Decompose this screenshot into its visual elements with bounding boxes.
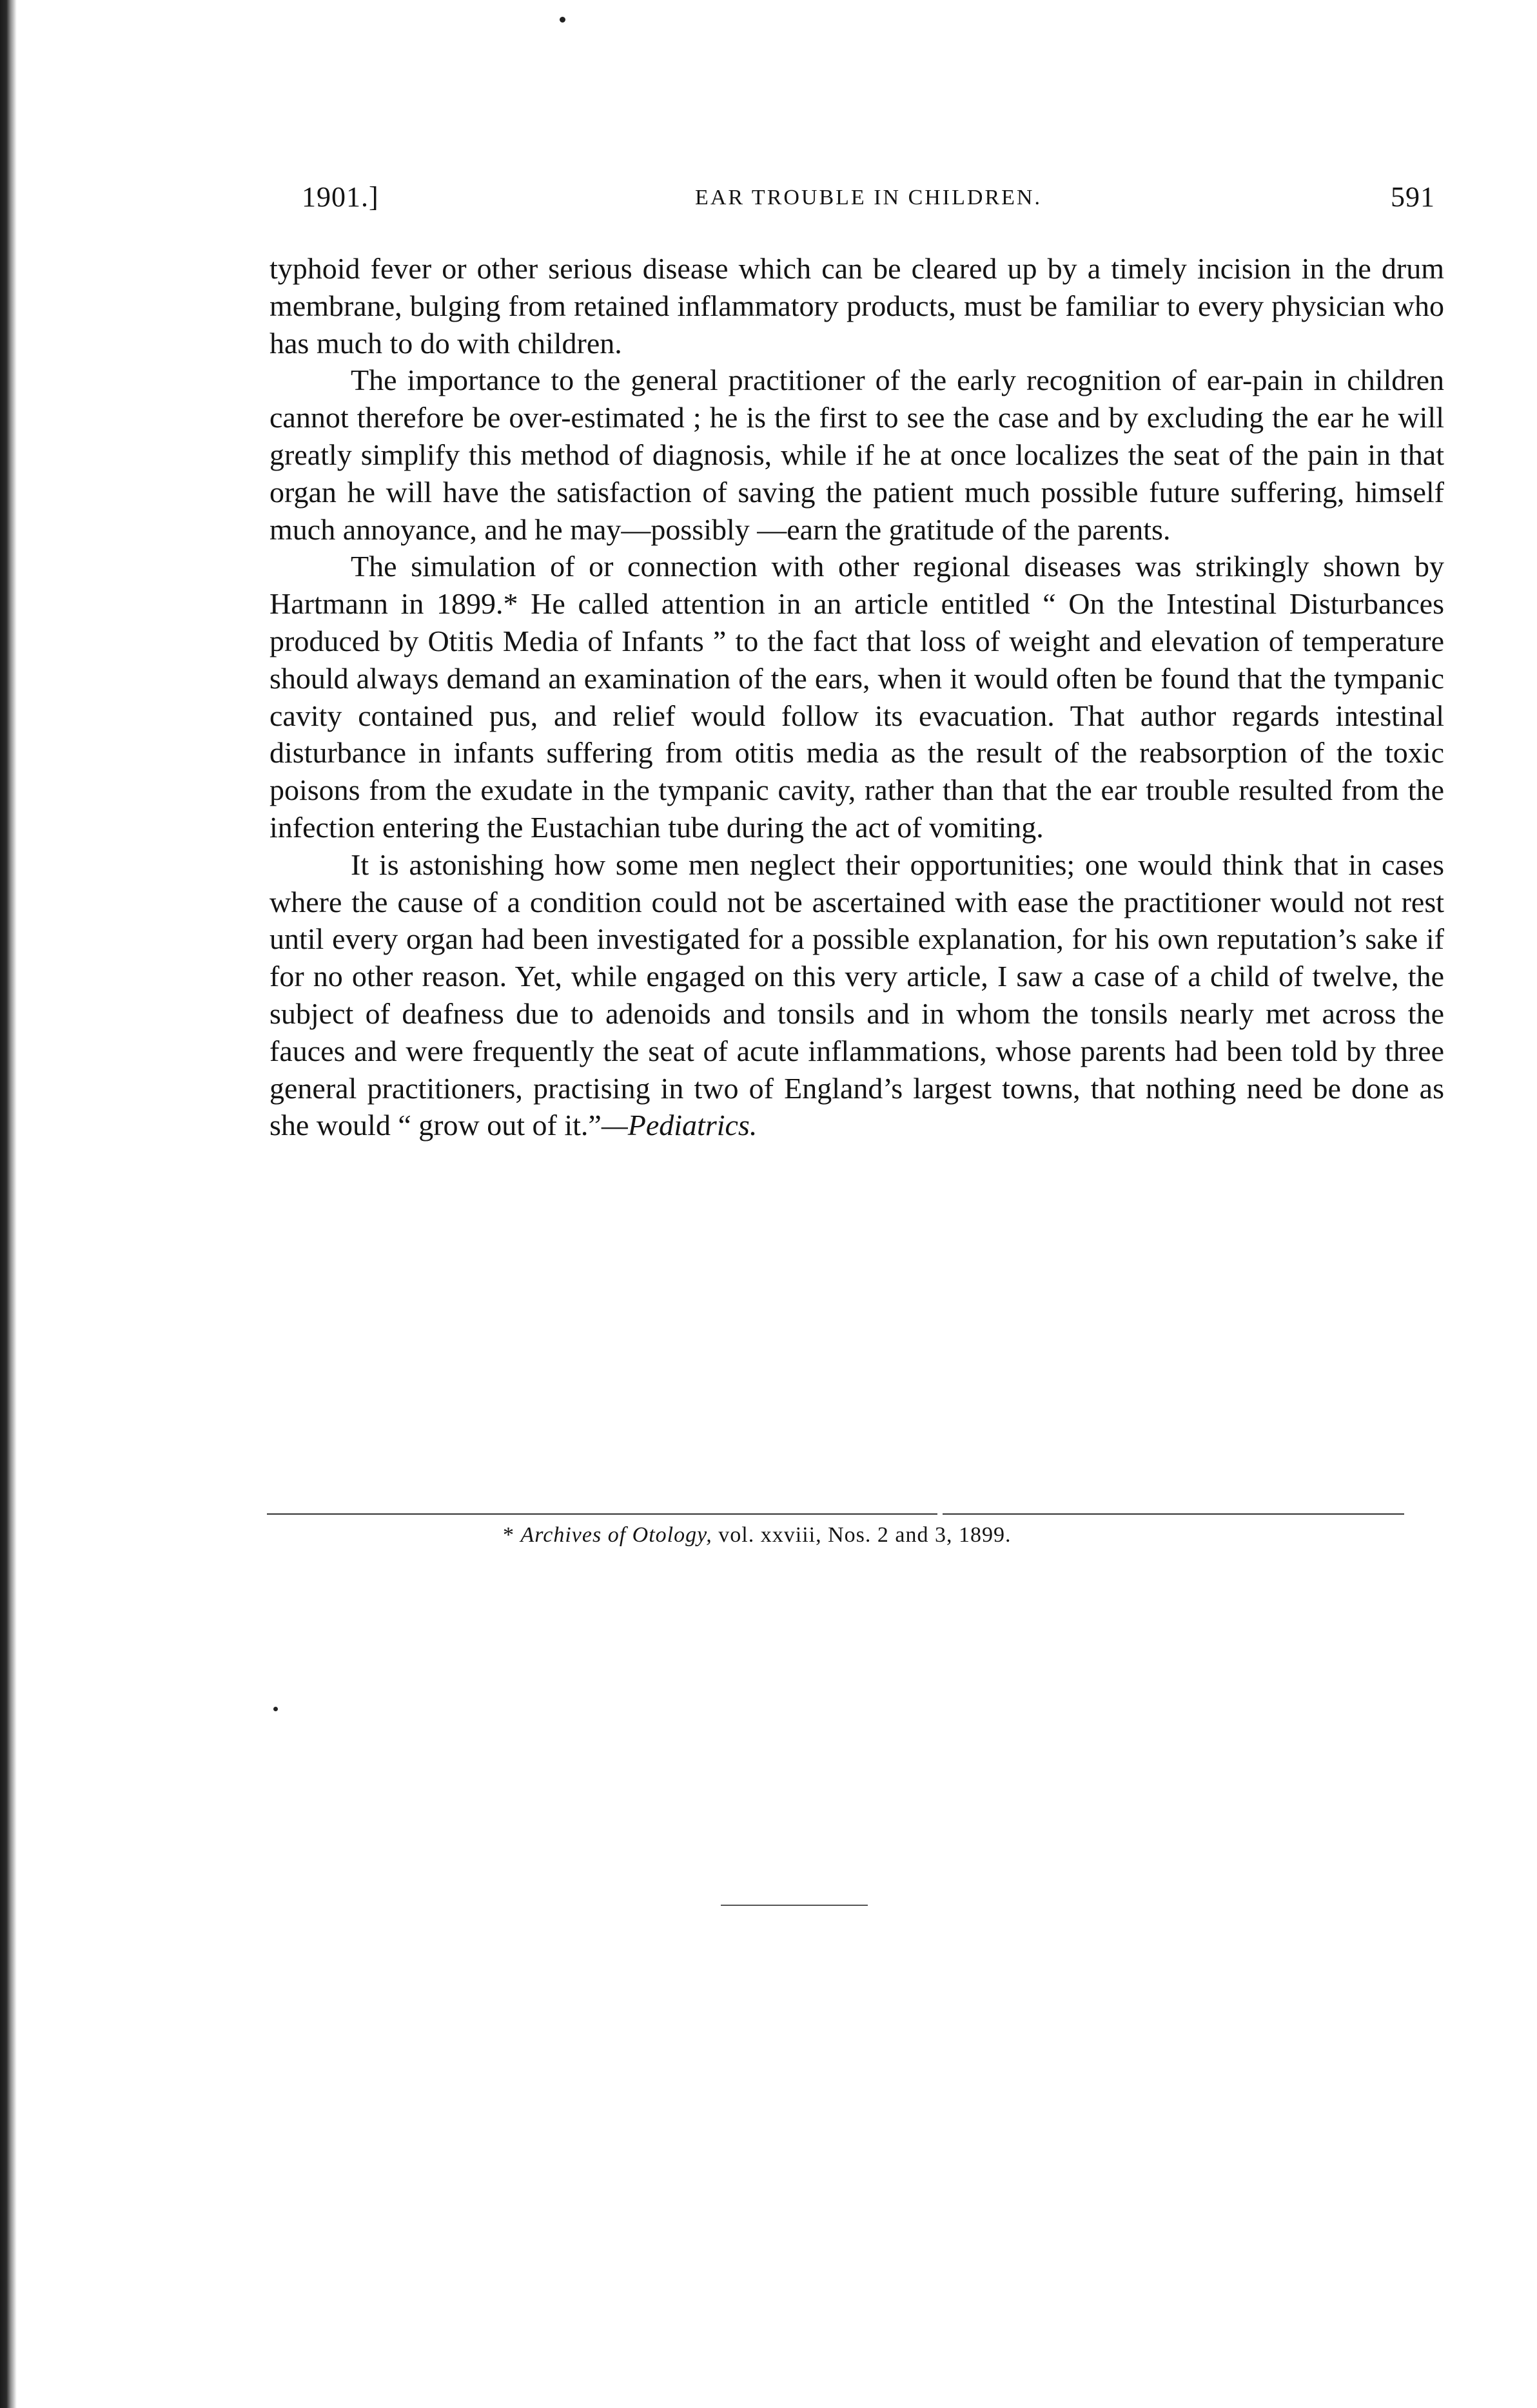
article-body [269, 250, 1444, 1144]
running-head [302, 180, 1435, 219]
footnote-rule [267, 1513, 937, 1515]
paragraph-text: It is astonishing how some men neglect their opportunities; one would think that in cases where the cause of a condition could not be ascertained with ease the practitioner would not rest until every organ had been investigated for a possible explanation, for his own reputation’s sake if for no other reason. Yet, while engaged on this very article, I saw a case of a child of twelve, the subject of deafness due to adenoids and tonsils and in whom the tonsils nearly met across the fauces and were frequently the seat of acute inflammations, whose parents had been told by three general practitioners, practising in two of England’s largest towns, that nothing need be done as she would “ grow out of it.” [269, 848, 1444, 1142]
paragraph: The simulation of or connection with other regional diseases was strikingly shown by Hartmann in 1899.* He called attention in an article entitled “ On the Intestinal Disturbances produced by Otitis Media of Infants ” to the fact that loss of weight and elevation of temperature should always demand an examination of the ears, when it would often be found that the tympanic cavity contained pus, and relief would follow its evacuation. That author regards intestinal disturbance in infants suffering from otitis media as the result of the reabsorption of the toxic poisons from the exudate in the tympanic cavity, rather than that the ear trouble resulted from the infection entering the Eustachian tube during the act of vomiting. [269, 550, 1444, 844]
footnote [503, 1521, 1277, 1549]
paragraph: The importance to the general practitioner of the early recognition of ear-pain in children cannot therefore be over-estimated ; he is the first to see the case and by excluding the ear he will greatly simplify this method of diagnosis, while if he at once localizes the seat of the pain in that organ he will have the satisfaction of saving the patient much possible future suffering, himself much annoyance, and he may—possibly —earn the gratitude of the parents. [269, 364, 1444, 546]
page-number: 591 [1391, 181, 1435, 213]
footnote-marker: * [503, 1523, 514, 1547]
scan-speck [560, 17, 565, 23]
end-rule [721, 1905, 868, 1906]
paragraph [269, 846, 1444, 1144]
footnote-rule [943, 1513, 1404, 1515]
footnote-journal-title: Archives of Otology, [520, 1523, 712, 1547]
footnote-details: vol. xxviii, Nos. 2 and 3, 1899. [712, 1523, 1012, 1547]
scan-speck [273, 1707, 278, 1711]
scan-binding-edge [0, 0, 17, 2408]
header-title: EAR TROUBLE IN CHILDREN. [695, 186, 1042, 209]
source-citation: —Pediatrics. [601, 1109, 758, 1142]
paragraph: typhoid fever or other serious disease which can be cleared up by a timely incision in the drum membrane, bulging from retained inflammatory products, must be familiar to every physician who has much to do with children. [269, 252, 1444, 360]
header-year: 1901.] [302, 181, 379, 213]
